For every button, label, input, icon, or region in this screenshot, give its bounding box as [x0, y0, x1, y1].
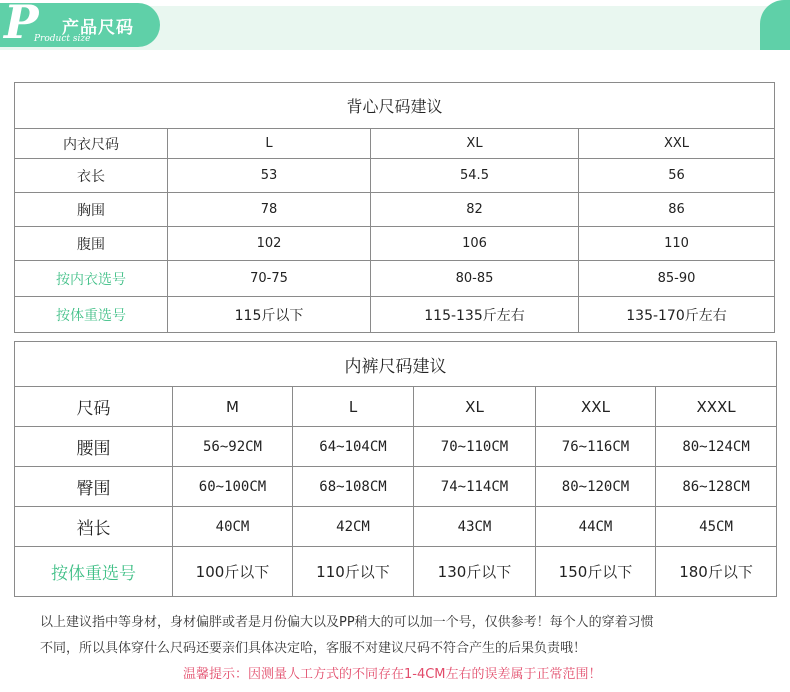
brief-header-size: XXXL [656, 387, 777, 427]
brief-row-label: 裆长 [15, 507, 173, 547]
brief-cell: 76~116CM [536, 427, 656, 467]
vest-cell: 78 [168, 193, 371, 227]
brief-header-size: XL [414, 387, 536, 427]
brief-cell: 110斤以下 [293, 547, 414, 597]
brief-table-title: 内裤尺码建议 [15, 342, 777, 387]
vest-header-label: 内衣尺码 [15, 129, 168, 159]
vest-row-label: 腹围 [15, 227, 168, 261]
brief-size-table [14, 341, 777, 597]
vest-cell: 106 [371, 227, 579, 261]
brief-cell: 80~124CM [656, 427, 777, 467]
vest-cell: 110 [579, 227, 775, 261]
brief-cell: 70~110CM [414, 427, 536, 467]
brief-cell: 42CM [293, 507, 414, 547]
vest-row-label: 胸围 [15, 193, 168, 227]
vest-cell: 86 [579, 193, 775, 227]
logo-letter: P [4, 0, 39, 49]
brief-header-size: L [293, 387, 414, 427]
brief-cell: 45CM [656, 507, 777, 547]
vest-cell: 56 [579, 159, 775, 193]
brief-cell: 130斤以下 [414, 547, 536, 597]
brief-header-size: M [173, 387, 293, 427]
vest-size-table [14, 82, 775, 333]
brief-header-size: XXL [536, 387, 656, 427]
brief-cell: 86~128CM [656, 467, 777, 507]
brief-cell: 43CM [414, 507, 536, 547]
brief-row-label: 按体重选号 [15, 547, 173, 597]
vest-cell: 115斤以下 [168, 297, 371, 333]
vest-header-size: XL [371, 129, 579, 159]
vest-cell: 102 [168, 227, 371, 261]
size-note-line-1: 以上建议指中等身材，身材偏胖或者是月份偏大以及PP稍大的可以加一个号，仅供参考！每个人的穿着习惯 [40, 615, 654, 630]
brief-cell: 74~114CM [414, 467, 536, 507]
banner-title: 产品尺码 [62, 18, 134, 38]
brief-cell: 80~120CM [536, 467, 656, 507]
vest-cell: 80-85 [371, 261, 579, 297]
vest-cell: 53 [168, 159, 371, 193]
vest-cell: 70-75 [168, 261, 371, 297]
vest-row-label: 按体重选号 [15, 297, 168, 333]
brief-cell: 56~92CM [173, 427, 293, 467]
brief-cell: 64~104CM [293, 427, 414, 467]
header-banner [0, 0, 790, 50]
vest-header-size: L [168, 129, 371, 159]
brief-cell: 68~108CM [293, 467, 414, 507]
vest-cell: 82 [371, 193, 579, 227]
banner-title-pill [0, 0, 160, 49]
banner-subtitle: Product size [34, 34, 91, 44]
vest-cell: 85-90 [579, 261, 775, 297]
vest-cell: 135-170斤左右 [579, 297, 775, 333]
brief-cell: 44CM [536, 507, 656, 547]
vest-row-label: 按内衣选号 [15, 261, 168, 297]
vest-table-title: 背心尺码建议 [15, 83, 775, 129]
brief-header-label: 尺码 [15, 387, 173, 427]
brief-cell: 180斤以下 [656, 547, 777, 597]
brief-cell: 60~100CM [173, 467, 293, 507]
brief-row-label: 臀围 [15, 467, 173, 507]
size-note-line-2: 不同，所以具体穿什么尺码还要亲们具体决定哈，客服不对建议尺码不符合产生的后果负责哦！ [40, 641, 587, 656]
brief-cell: 100斤以下 [173, 547, 293, 597]
brief-cell: 40CM [173, 507, 293, 547]
vest-cell: 115-135斤左右 [371, 297, 579, 333]
brief-cell: 150斤以下 [536, 547, 656, 597]
vest-row-label: 衣长 [15, 159, 168, 193]
vest-cell: 54.5 [371, 159, 579, 193]
vest-header-size: XXL [579, 129, 775, 159]
brief-row-label: 腰围 [15, 427, 173, 467]
measurement-warning: 温馨提示：因测量人工方式的不同存在1-4CM左右的误差属于正常范围！ [183, 667, 602, 682]
